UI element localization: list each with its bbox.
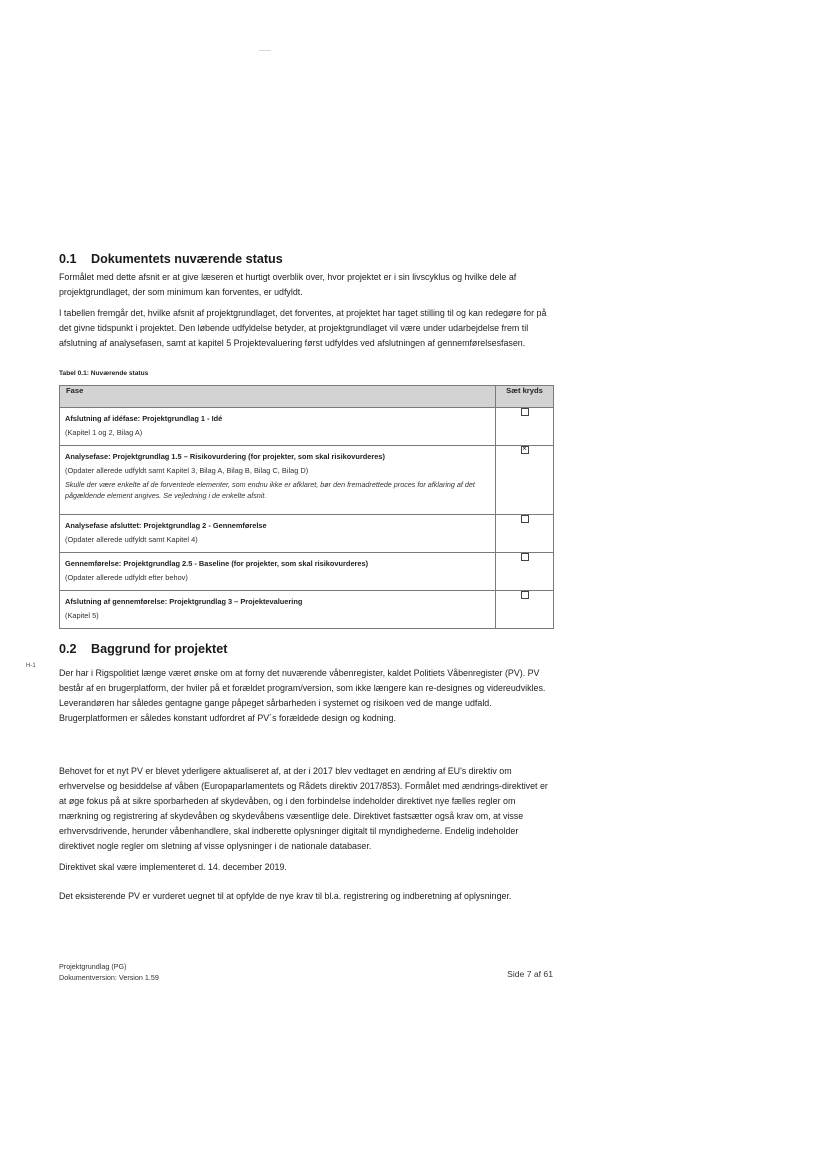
column-header-check: Sæt kryds: [496, 386, 554, 408]
row-subtitle: (Opdater allerede udfyldt samt Kapitel 4): [65, 535, 198, 544]
paragraph: Det eksisterende PV er vurderet uegnet til at opfylde de nye krav til bl.a. registrering og indberetning af oplysninger.: [59, 891, 512, 901]
table-row: [60, 591, 554, 629]
column-header-fase: Fase: [60, 386, 496, 408]
row-title: Analysefase: Projektgrundlag 1.5 – Risikovurdering (for projekter, som skal risikovurderes): [65, 452, 385, 461]
table-row: [60, 446, 554, 515]
scan-artifact: [259, 50, 271, 51]
checkbox[interactable]: [521, 515, 529, 523]
check-cell: [496, 515, 554, 553]
paragraph: Der har i Rigspolitiet længe været ønske om at forny det nuværende våbenregister, kaldet Politiets Våbenregister (PV). PV består af en brugerplatform, der hviler på et forældet program/version, som ikke længere kan re-designes og videreudvikles. Leverandøren har således gentagne gange påpeget sårbarheden i systemet og risikoen ved de mange udfald. Brugerplatformen er således konstant udfordret af PV´s forældede design og kodning.: [59, 668, 546, 723]
table-row: [60, 408, 554, 446]
paragraph: Direktivet skal være implementeret d. 14. december 2019.: [59, 862, 287, 872]
section-title: Baggrund for projektet: [91, 642, 228, 656]
table-caption: Tabel 0.1: Nuværende status: [59, 370, 149, 377]
section-number: 0.1: [59, 252, 77, 266]
paragraph: Behovet for et nyt PV er blevet yderligere aktualiseret af, at der i 2017 blev vedtaget en ændring af EU's direktiv om erhvervelse og besiddelse af våben (Europaparlamentets og Rådets direktiv 2017/853). Formålet med ændrings-direktivet er at øge fokus på at sikre sporbarheden af skydevåben, og i den forbindelse indeholder direktivet nye fælles regler om mærkning og registrering af skydevåben og skydevåbens væsentlige dele. Direktivet fastsætter også krav om, at visse erhvervsdrivende, herunder våbenhandlere, skal indberette oplysninger digitalt til myndighederne. Endelig indeholder direktivet nogle regler om sletning af visse oplysninger i de nationale databaser.: [59, 766, 548, 851]
check-mark: ×: [522, 444, 527, 453]
checkbox[interactable]: [521, 446, 529, 454]
check-cell: [496, 591, 554, 629]
table-row: [60, 553, 554, 591]
row-title: Analysefase afsluttet: Projektgrundlag 2 - Gennemførelse: [65, 521, 267, 530]
section-heading: [59, 642, 227, 656]
checkbox[interactable]: [521, 591, 529, 599]
row-subtitle: (Opdater allerede udfyldt efter behov): [65, 573, 188, 582]
fase-cell: [60, 553, 496, 591]
footer-doc-name: Projektgrundlag (PG): [59, 962, 127, 971]
status-table: [59, 385, 554, 629]
row-subtitle: (Opdater allerede udfyldt samt Kapitel 3, Bilag A, Bilag B, Bilag C, Bilag D): [65, 466, 309, 475]
paragraph: Formålet med dette afsnit er at give læseren et hurtigt overblik over, hvor projektet er i sin livscyklus og hvilke dele af projektgrundlaget, der som minimum kan forventes, er udfyldt.: [59, 272, 517, 297]
paragraph: I tabellen fremgår det, hvilke afsnit af projektgrundlaget, det forventes, at projektet har taget stilling til og kan redegøre for på det givne tidspunkt i projektet. Den løbende udfyldelse betyder, at projektgrundlaget vil være under udarbejdelse frem til afslutning af analysefasen, samt at kapitel 5 Projektevaluering først udfyldes ved afslutningen af gennemførelsesfasen.: [59, 308, 547, 348]
row-title: Afslutning af idéfase: Projektgrundlag 1 - Idé: [65, 414, 223, 423]
row-subtitle: (Kapitel 1 og 2, Bilag A): [65, 428, 143, 437]
row-title: Gennemførelse: Projektgrundlag 2.5 - Baseline (for projekter, som skal risikovurderes): [65, 559, 369, 568]
checkbox[interactable]: [521, 553, 529, 561]
table-header-row: [60, 386, 554, 408]
row-title: Afslutning af gennemførelse: Projektgrundlag 3 – Projektevaluering: [65, 597, 303, 606]
fase-cell: [60, 515, 496, 553]
fase-cell: [60, 591, 496, 629]
section-number: 0.2: [59, 642, 77, 656]
check-cell: [496, 446, 554, 515]
fase-cell: [60, 408, 496, 446]
fase-cell: [60, 446, 496, 515]
footer-version: Dokumentversion: Version 1.59: [59, 973, 159, 982]
page-number: Side 7 af 61: [507, 969, 553, 979]
table-row: [60, 515, 554, 553]
footer-left: [59, 961, 159, 983]
row-subtitle: (Kapitel 5): [65, 611, 99, 620]
row-note: Skulle der være enkelte af de forventede elementer, som endnu ikke er afklaret, bør den fremadrettede proces for afklaring af det pågældende element angives. Se vejledning i de enkelte afsnit.: [65, 480, 475, 500]
section-title: Dokumentets nuværende status: [91, 252, 283, 266]
margin-marker: H-1: [26, 663, 36, 669]
section-heading: [59, 252, 283, 266]
checkbox[interactable]: [521, 408, 529, 416]
check-cell: [496, 553, 554, 591]
check-cell: [496, 408, 554, 446]
